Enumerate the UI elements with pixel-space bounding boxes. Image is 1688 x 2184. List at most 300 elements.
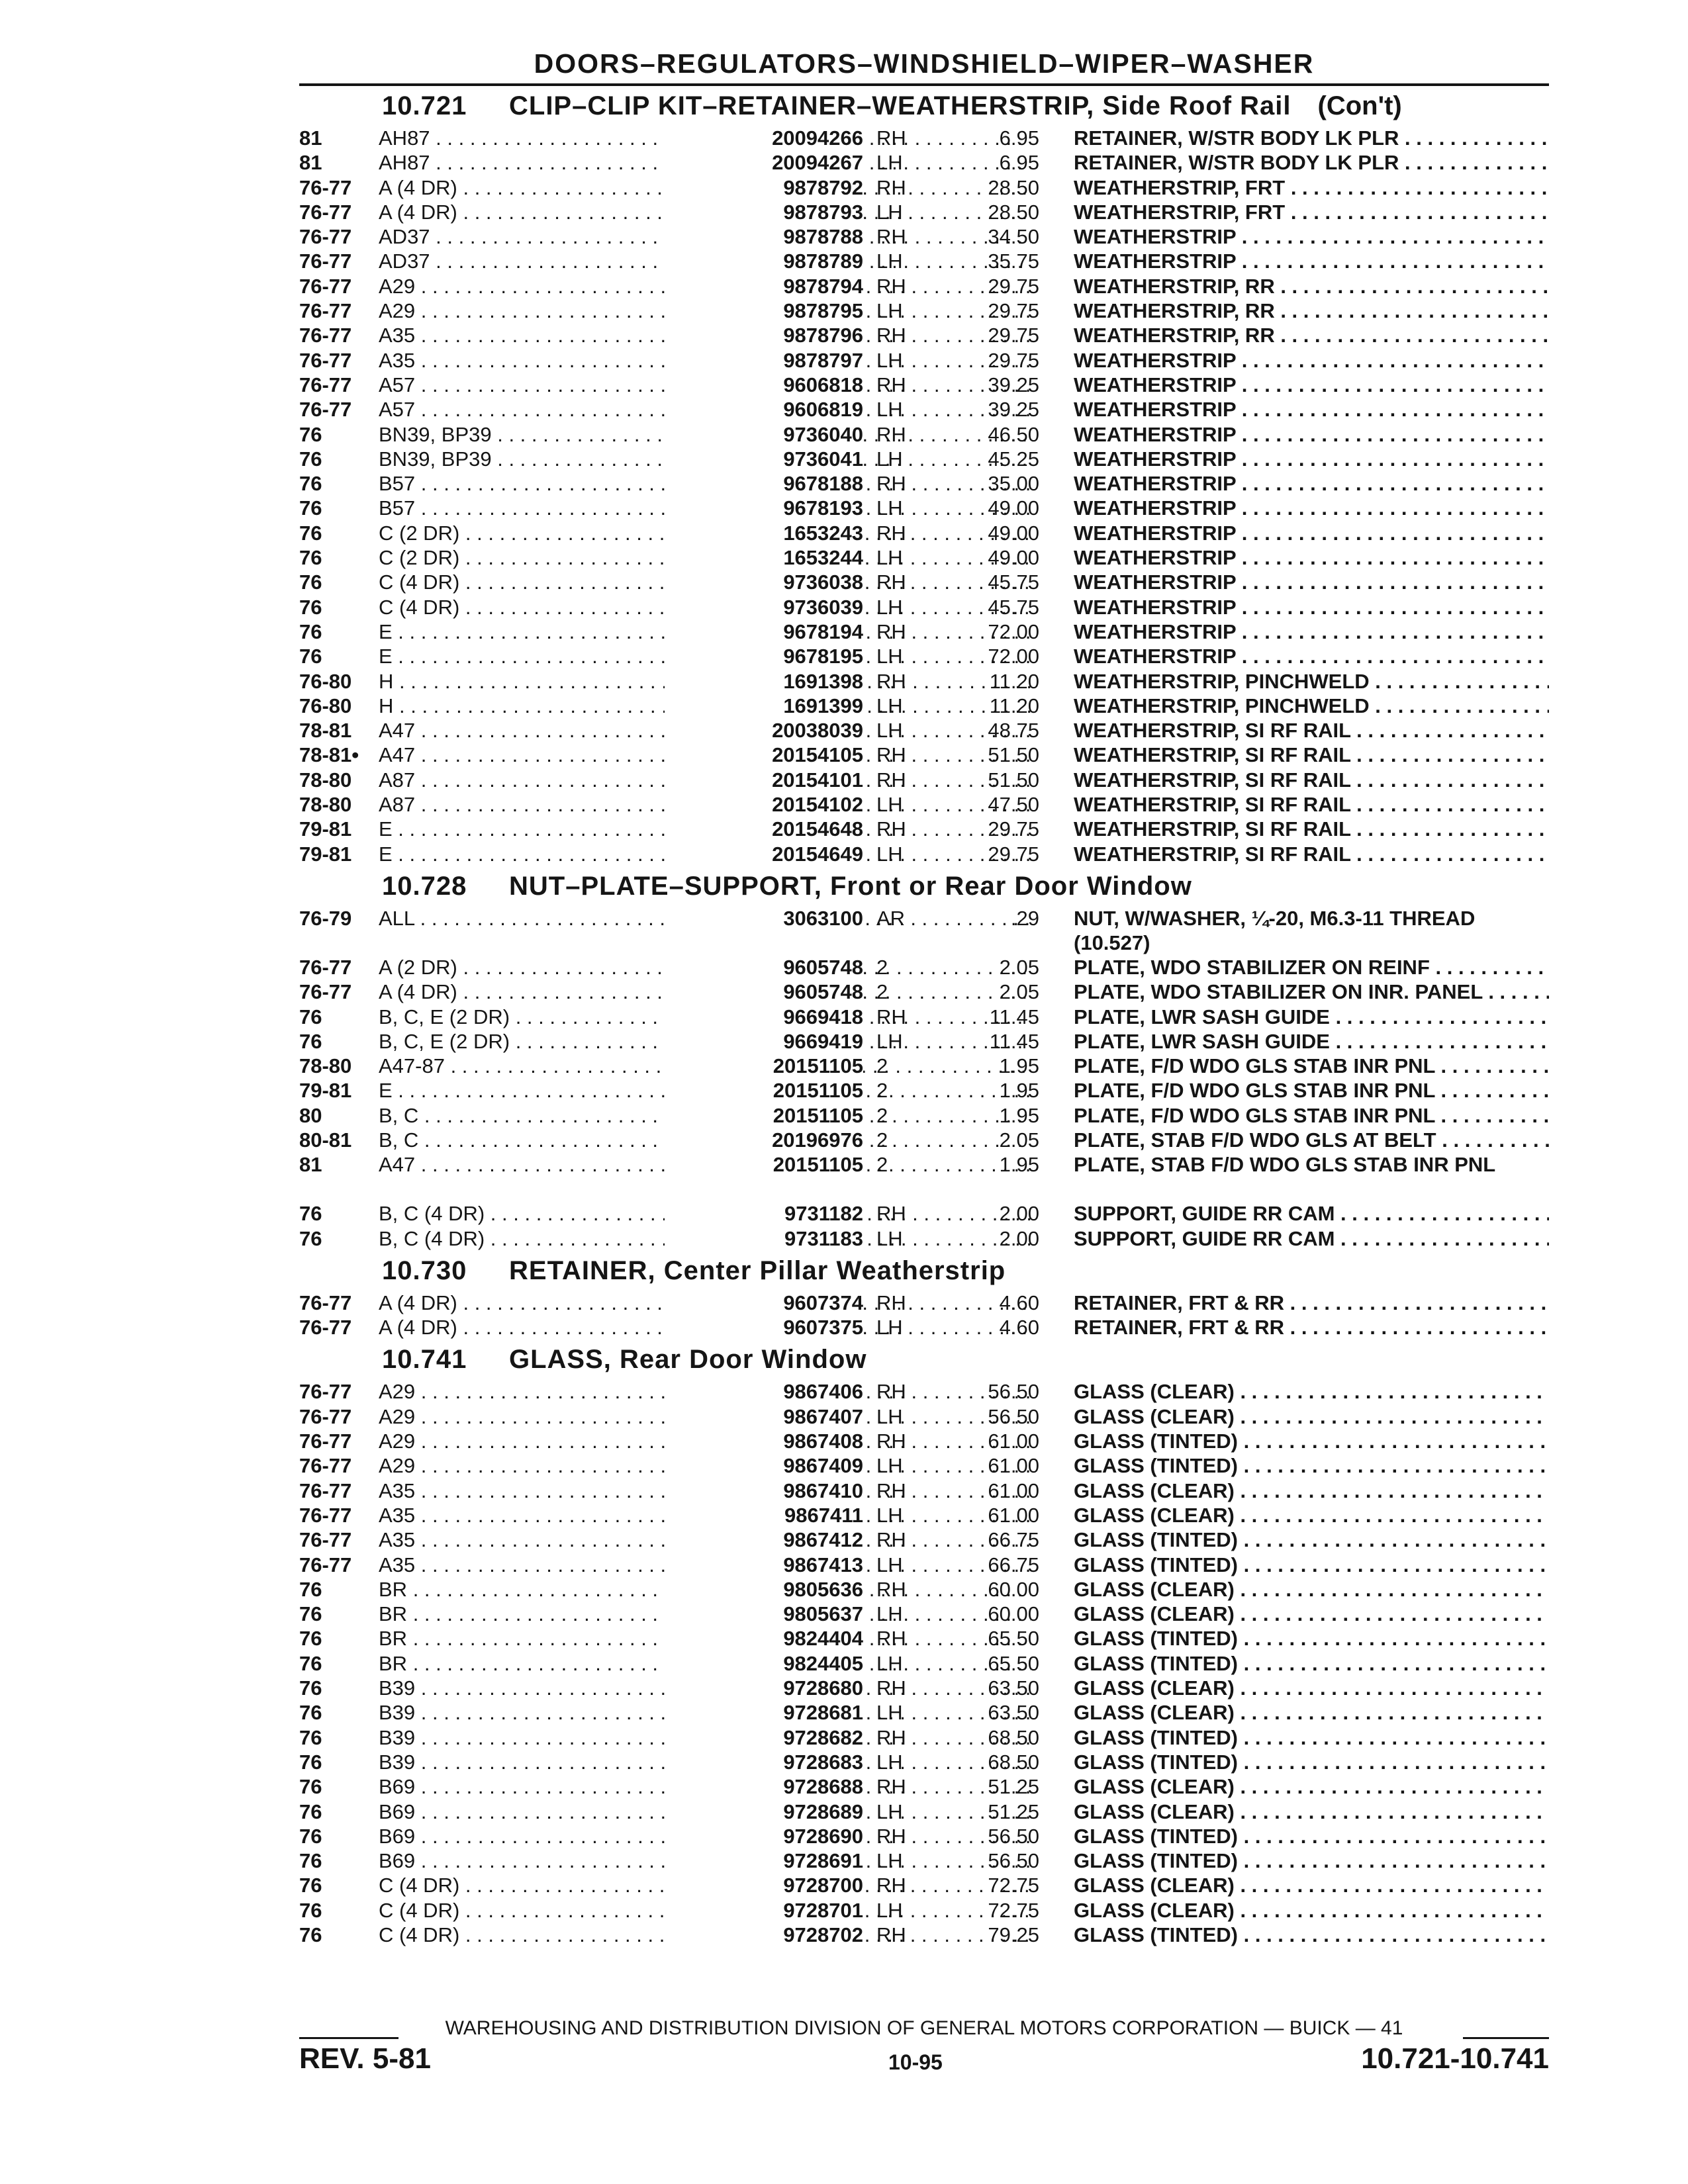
part-description: WEATHERSTRIP . . . bbox=[1074, 447, 1549, 471]
model-year: 76-77 bbox=[299, 1479, 352, 1502]
part-row bbox=[299, 1700, 1549, 1725]
part-number: 9731183 bbox=[665, 1226, 863, 1251]
side-qty: LH bbox=[876, 1750, 903, 1774]
part-description: WEATHERSTRIP, RR . . . bbox=[1074, 298, 1549, 323]
price: 11.45 bbox=[989, 1005, 1039, 1028]
page-number: 10-95 bbox=[888, 2050, 943, 2074]
part-description: NUT, W/WASHER, ¼-20, M6.3-11 THREAD (10.527) bbox=[1074, 906, 1476, 954]
part-row bbox=[299, 1848, 1549, 1873]
side-qty: 2 bbox=[876, 1054, 888, 1078]
side-qty: RH bbox=[876, 619, 906, 643]
part-number: 9605748 bbox=[665, 979, 863, 1004]
part-number: 9736038 bbox=[665, 570, 863, 594]
side-qty: LH bbox=[876, 1898, 903, 1922]
side-qty: LH bbox=[876, 1404, 903, 1428]
part-description: GLASS (TINTED) . . . bbox=[1074, 1527, 1549, 1552]
model-year: 76-77 bbox=[299, 1503, 352, 1527]
model-code: A87 . . . bbox=[379, 768, 1031, 792]
side-qty: 2 bbox=[876, 1128, 888, 1152]
model-year: 81 bbox=[299, 1153, 322, 1177]
model-code: B39 . . . bbox=[379, 1725, 1031, 1750]
price: 49.00 bbox=[988, 496, 1039, 520]
part-row bbox=[299, 348, 1549, 373]
part-row bbox=[299, 1626, 1549, 1651]
side-qty: LH bbox=[876, 151, 903, 175]
model-code: A35 . . . bbox=[379, 348, 1031, 373]
part-description: WEATHERSTRIP . . . bbox=[1074, 348, 1549, 373]
part-number: 9728690 bbox=[665, 1824, 863, 1848]
model-code: B69 . . . bbox=[379, 1774, 1031, 1799]
model-code: B, C (4 DR) . . . bbox=[379, 1226, 1031, 1251]
part-description: PLATE, WDO STABILIZER ON INR. PANEL . . . bbox=[1074, 979, 1549, 1004]
part-number: 9824404 bbox=[665, 1626, 863, 1651]
part-description: SUPPORT, GUIDE RR CAM . . . bbox=[1074, 1201, 1549, 1226]
part-row bbox=[299, 1553, 1549, 1577]
price: 51.50 bbox=[988, 768, 1039, 792]
part-number: 20196976 bbox=[665, 1128, 863, 1152]
part-row bbox=[299, 1577, 1549, 1602]
part-row bbox=[299, 1078, 1549, 1103]
part-number: 9606819 bbox=[665, 397, 863, 422]
model-year: 76-77 bbox=[299, 1380, 352, 1404]
parts-section bbox=[299, 1251, 1549, 1340]
part-row bbox=[299, 1404, 1549, 1429]
model-year: 76 bbox=[299, 1202, 322, 1226]
part-row bbox=[299, 955, 1549, 979]
model-code: BR . . . bbox=[379, 1651, 1031, 1676]
side-qty: LH bbox=[876, 348, 903, 372]
part-description: GLASS (TINTED) . . . bbox=[1074, 1453, 1549, 1478]
part-description: WEATHERSTRIP, SI RF RAIL . . . bbox=[1074, 743, 1549, 767]
part-row bbox=[299, 669, 1549, 694]
side-qty: LH bbox=[876, 546, 903, 570]
part-description: GLASS (TINTED) . . . bbox=[1074, 1725, 1549, 1750]
part-row bbox=[299, 842, 1549, 866]
part-description: WEATHERSTRIP, RR . . . bbox=[1074, 323, 1549, 347]
part-number: 3063100 bbox=[665, 906, 863, 931]
price: 61.00 bbox=[988, 1454, 1039, 1478]
part-number: 9867413 bbox=[665, 1553, 863, 1577]
side-qty: RH bbox=[876, 1005, 906, 1028]
model-code: C (4 DR) . . . bbox=[379, 570, 1031, 594]
model-code: A29 . . . bbox=[379, 1379, 1031, 1404]
price: 68.50 bbox=[988, 1750, 1039, 1774]
part-number: 9728691 bbox=[665, 1848, 863, 1873]
model-code: B57 . . . bbox=[379, 496, 1031, 520]
part-number: 9824405 bbox=[665, 1651, 863, 1676]
part-number: 9867407 bbox=[665, 1404, 863, 1429]
model-code: E . . . bbox=[379, 619, 1031, 644]
model-code: AH87 . . . bbox=[379, 150, 1031, 175]
part-number: 9728682 bbox=[665, 1725, 863, 1750]
model-code: BN39, BP39 . . . bbox=[379, 447, 1031, 471]
part-number: 9878794 bbox=[665, 274, 863, 298]
model-code: A47 . . . bbox=[379, 1152, 1031, 1177]
side-qty: RH bbox=[876, 743, 906, 767]
price: 72.00 bbox=[988, 619, 1039, 643]
part-number: 20094267 bbox=[665, 150, 863, 175]
part-row bbox=[299, 373, 1549, 397]
part-row bbox=[299, 422, 1549, 447]
model-code: A (4 DR) . . . bbox=[379, 175, 1031, 200]
section-name: GLASS, Rear Door Window bbox=[509, 1345, 867, 1375]
price: 60.00 bbox=[988, 1602, 1039, 1626]
side-qty: RH bbox=[876, 521, 906, 545]
price: 65.50 bbox=[988, 1627, 1039, 1651]
price: 2.05 bbox=[999, 955, 1039, 979]
part-row bbox=[299, 595, 1549, 619]
section-number: 10.741 bbox=[382, 1345, 467, 1375]
model-year: 76 bbox=[299, 1005, 322, 1028]
part-row bbox=[299, 1005, 1549, 1029]
model-code: B, C . . . bbox=[379, 1103, 1031, 1128]
part-row bbox=[299, 447, 1549, 471]
part-row bbox=[299, 274, 1549, 298]
section-title bbox=[299, 866, 1549, 906]
price: 72.75 bbox=[988, 1898, 1039, 1922]
part-row bbox=[299, 1453, 1549, 1478]
price: 56.50 bbox=[988, 1380, 1039, 1404]
part-description: RETAINER, FRT & RR . . . bbox=[1074, 1315, 1549, 1340]
model-year: 76-77 bbox=[299, 324, 352, 347]
model-year: 76 bbox=[299, 619, 322, 643]
part-description: WEATHERSTRIP . . . bbox=[1074, 471, 1549, 496]
part-number: 1691399 bbox=[665, 694, 863, 718]
model-code: C (4 DR) . . . bbox=[379, 1923, 1031, 1947]
model-code: A87 . . . bbox=[379, 792, 1031, 817]
price: 45.75 bbox=[988, 570, 1039, 594]
model-code: A57 . . . bbox=[379, 373, 1031, 397]
part-row bbox=[299, 200, 1549, 224]
side-qty: LH bbox=[876, 1503, 903, 1527]
model-code: A29 . . . bbox=[379, 1404, 1031, 1429]
part-description: PLATE, F/D WDO GLS STAB INR PNL . . . bbox=[1074, 1078, 1549, 1103]
side-qty: LH bbox=[876, 595, 903, 619]
part-number: 9867412 bbox=[665, 1527, 863, 1552]
price: .29 bbox=[1010, 906, 1039, 930]
side-qty: LH bbox=[876, 299, 903, 323]
model-year: 76 bbox=[299, 1676, 322, 1700]
part-number: 20151105 bbox=[665, 1152, 863, 1177]
part-row bbox=[299, 1923, 1549, 1947]
price: 72.00 bbox=[988, 645, 1039, 668]
price: 1.95 bbox=[999, 1153, 1039, 1177]
price: 47.50 bbox=[988, 793, 1039, 817]
side-qty: RH bbox=[876, 274, 906, 298]
model-code: B69 . . . bbox=[379, 1824, 1031, 1848]
model-code: ALL . . . bbox=[379, 906, 1031, 931]
part-number: 9878796 bbox=[665, 323, 863, 347]
model-year: 76-77 bbox=[299, 980, 352, 1004]
part-number: 9878795 bbox=[665, 298, 863, 323]
part-description: GLASS (CLEAR) . . . bbox=[1074, 1404, 1549, 1429]
side-qty: RH bbox=[876, 570, 906, 594]
model-code: A35 . . . bbox=[379, 1479, 1031, 1503]
price: 56.50 bbox=[988, 1849, 1039, 1873]
model-year: 76-77 bbox=[299, 1291, 352, 1314]
model-year: 76 bbox=[299, 447, 322, 471]
model-code: B39 . . . bbox=[379, 1676, 1031, 1700]
part-description: GLASS (CLEAR) . . . bbox=[1074, 1676, 1549, 1700]
page-title: DOORS–REGULATORS–WINDSHIELD–WIPER–WASHER bbox=[534, 48, 1315, 79]
part-description: PLATE, LWR SASH GUIDE . . . bbox=[1074, 1005, 1549, 1029]
side-qty: LH bbox=[876, 1316, 903, 1340]
model-year: 76-79 bbox=[299, 906, 352, 930]
price: 29.75 bbox=[988, 324, 1039, 347]
price: 63.50 bbox=[988, 1676, 1039, 1700]
part-row bbox=[299, 1750, 1549, 1774]
model-code: A47 . . . bbox=[379, 743, 1031, 767]
part-description: RETAINER, W/STR BODY LK PLR . . . bbox=[1074, 150, 1549, 175]
side-qty: RH bbox=[876, 225, 906, 249]
model-year: 79-81 bbox=[299, 1079, 352, 1103]
model-year: 76 bbox=[299, 1898, 322, 1922]
page-footer bbox=[299, 2017, 1549, 2097]
part-number: 20151105 bbox=[665, 1103, 863, 1128]
side-qty: LH bbox=[876, 200, 903, 224]
part-row bbox=[299, 1725, 1549, 1750]
part-row bbox=[299, 817, 1549, 841]
section-number: 10.721 bbox=[382, 91, 467, 120]
price: 68.50 bbox=[988, 1725, 1039, 1749]
model-code: BN39, BP39 . . . bbox=[379, 422, 1031, 447]
side-qty: RH bbox=[876, 1874, 906, 1897]
model-code: A29 . . . bbox=[379, 298, 1031, 323]
part-number: 9736041 bbox=[665, 447, 863, 471]
part-row bbox=[299, 1128, 1549, 1152]
part-number: 9805636 bbox=[665, 1577, 863, 1602]
model-year: 76 bbox=[299, 1750, 322, 1774]
part-number: 9728702 bbox=[665, 1923, 863, 1947]
price: 61.00 bbox=[988, 1503, 1039, 1527]
part-number: 9878792 bbox=[665, 175, 863, 200]
price: 66.75 bbox=[988, 1528, 1039, 1552]
model-code: A (4 DR) . . . bbox=[379, 1315, 1031, 1340]
price: 1.95 bbox=[999, 1103, 1039, 1127]
part-number: 20094266 bbox=[665, 126, 863, 150]
side-qty: RH bbox=[876, 817, 906, 841]
model-code: AH87 . . . bbox=[379, 126, 1031, 150]
part-description: WEATHERSTRIP . . . bbox=[1074, 570, 1549, 594]
footer-division: WAREHOUSING AND DISTRIBUTION DIVISION OF GENERAL MOTORS CORPORATION — BUICK — 41 bbox=[439, 2017, 1410, 2040]
part-number: 20154649 bbox=[665, 842, 863, 866]
part-number: 9607374 bbox=[665, 1291, 863, 1315]
part-number: 9678193 bbox=[665, 496, 863, 520]
model-year: 76-77 bbox=[299, 1553, 352, 1576]
part-description: RETAINER, FRT & RR . . . bbox=[1074, 1291, 1549, 1315]
part-row bbox=[299, 1799, 1549, 1824]
part-description: GLASS (TINTED) . . . bbox=[1074, 1848, 1549, 1873]
model-year: 81 bbox=[299, 151, 322, 175]
model-code: C (4 DR) . . . bbox=[379, 1898, 1031, 1923]
model-code: AD37 . . . bbox=[379, 224, 1031, 249]
part-description: WEATHERSTRIP . . . bbox=[1074, 644, 1549, 668]
part-row bbox=[299, 1152, 1549, 1201]
part-number: 9728688 bbox=[665, 1774, 863, 1799]
side-qty: LH bbox=[876, 1849, 903, 1873]
part-description: WEATHERSTRIP, SI RF RAIL . . . bbox=[1074, 792, 1549, 817]
part-number: 9605748 bbox=[665, 955, 863, 979]
section-range: 10.721-10.741 bbox=[1361, 2042, 1549, 2075]
part-description: WEATHERSTRIP . . . bbox=[1074, 249, 1549, 273]
side-qty: LH bbox=[876, 842, 903, 866]
model-code: BR . . . bbox=[379, 1626, 1031, 1651]
price: 79.25 bbox=[988, 1923, 1039, 1946]
model-year: 81 bbox=[299, 126, 322, 150]
side-qty: RH bbox=[876, 126, 906, 150]
parts-section bbox=[299, 1340, 1549, 1947]
part-number: 9728680 bbox=[665, 1676, 863, 1700]
part-description: WEATHERSTRIP . . . bbox=[1074, 595, 1549, 619]
part-description: WEATHERSTRIP, RR . . . bbox=[1074, 274, 1549, 298]
part-description: GLASS (TINTED) . . . bbox=[1074, 1923, 1549, 1947]
side-qty: RH bbox=[876, 1291, 906, 1314]
model-year: 76 bbox=[299, 472, 322, 496]
price: 6.95 bbox=[999, 151, 1039, 175]
model-code: A35 . . . bbox=[379, 1527, 1031, 1552]
model-year: 76-77 bbox=[299, 398, 352, 422]
section-name: NUT–PLATE–SUPPORT, Front or Rear Door Window bbox=[509, 871, 1192, 901]
part-row bbox=[299, 471, 1549, 496]
part-number: 9678188 bbox=[665, 471, 863, 496]
side-qty: RH bbox=[876, 1923, 906, 1946]
part-description: GLASS (TINTED) . . . bbox=[1074, 1651, 1549, 1676]
footer-rule-right bbox=[1463, 2037, 1549, 2039]
model-code: A (2 DR) . . . bbox=[379, 955, 1031, 979]
model-year: 80-81 bbox=[299, 1128, 352, 1152]
part-row bbox=[299, 718, 1549, 743]
part-row bbox=[299, 1201, 1549, 1226]
price: 2.05 bbox=[999, 1128, 1039, 1152]
model-year: 76-80 bbox=[299, 669, 352, 693]
part-number: 9867408 bbox=[665, 1429, 863, 1453]
model-year: 76 bbox=[299, 645, 322, 668]
price: 29.75 bbox=[988, 817, 1039, 841]
side-qty: RH bbox=[876, 175, 906, 199]
price: 11.20 bbox=[989, 694, 1039, 717]
model-year: 76-77 bbox=[299, 955, 352, 979]
part-description: PLATE, WDO STABILIZER ON REINF . . . bbox=[1074, 955, 1549, 979]
model-year: 76 bbox=[299, 496, 322, 520]
side-qty: 2 bbox=[876, 1103, 888, 1127]
part-row bbox=[299, 224, 1549, 249]
part-number: 9606818 bbox=[665, 373, 863, 397]
part-number: 9867411 bbox=[665, 1503, 863, 1527]
part-row bbox=[299, 1651, 1549, 1676]
side-qty: LH bbox=[876, 447, 903, 471]
side-qty: RH bbox=[876, 422, 906, 446]
side-qty: RH bbox=[876, 1479, 906, 1502]
part-row bbox=[299, 570, 1549, 594]
part-description: WEATHERSTRIP . . . bbox=[1074, 422, 1549, 447]
price: 28.50 bbox=[988, 175, 1039, 199]
model-year: 76-77 bbox=[299, 373, 352, 396]
model-code: BR . . . bbox=[379, 1602, 1031, 1626]
model-code: B39 . . . bbox=[379, 1750, 1031, 1774]
part-row bbox=[299, 1029, 1549, 1054]
model-code: A35 . . . bbox=[379, 323, 1031, 347]
part-description: GLASS (CLEAR) . . . bbox=[1074, 1577, 1549, 1602]
part-row bbox=[299, 979, 1549, 1004]
price: 60.00 bbox=[988, 1577, 1039, 1601]
price: 65.50 bbox=[988, 1651, 1039, 1675]
part-number: 20154101 bbox=[665, 768, 863, 792]
model-year: 76 bbox=[299, 1701, 322, 1725]
part-number: 9867410 bbox=[665, 1479, 863, 1503]
price: 56.50 bbox=[988, 1824, 1039, 1848]
part-number: 9805637 bbox=[665, 1602, 863, 1626]
part-number: 9731182 bbox=[665, 1201, 863, 1226]
model-code: A35 . . . bbox=[379, 1503, 1031, 1527]
model-code: A (4 DR) . . . bbox=[379, 1291, 1031, 1315]
part-number: 9607375 bbox=[665, 1315, 863, 1340]
side-qty: LH bbox=[876, 1701, 903, 1725]
model-year: 76-77 bbox=[299, 1404, 352, 1428]
model-year: 76 bbox=[299, 1029, 322, 1053]
part-row bbox=[299, 298, 1549, 323]
side-qty: LH bbox=[876, 1454, 903, 1478]
part-row bbox=[299, 249, 1549, 273]
model-year: 76-77 bbox=[299, 1528, 352, 1552]
price: 56.50 bbox=[988, 1404, 1039, 1428]
model-code: A57 . . . bbox=[379, 397, 1031, 422]
model-code: C (2 DR) . . . bbox=[379, 545, 1031, 570]
model-year: 76 bbox=[299, 1923, 322, 1946]
price: 29.75 bbox=[988, 299, 1039, 323]
part-description: GLASS (CLEAR) . . . bbox=[1074, 1503, 1549, 1527]
part-row bbox=[299, 521, 1549, 545]
part-row bbox=[299, 175, 1549, 200]
model-code: B69 . . . bbox=[379, 1848, 1031, 1873]
price: 61.00 bbox=[988, 1430, 1039, 1453]
price: 4.60 bbox=[999, 1291, 1039, 1314]
model-year: 76 bbox=[299, 1874, 322, 1897]
price: 72.75 bbox=[988, 1874, 1039, 1897]
part-row bbox=[299, 1379, 1549, 1404]
part-description: PLATE, F/D WDO GLS STAB INR PNL . . . bbox=[1074, 1103, 1549, 1128]
price: 4.60 bbox=[999, 1316, 1039, 1340]
part-number: 9728700 bbox=[665, 1873, 863, 1897]
model-code: B, C (4 DR) . . . bbox=[379, 1201, 1031, 1226]
part-description: WEATHERSTRIP . . . bbox=[1074, 545, 1549, 570]
model-code: B, C, E (2 DR) . . . bbox=[379, 1029, 1031, 1054]
section-title bbox=[299, 1340, 1549, 1379]
model-year: 76 bbox=[299, 1775, 322, 1799]
footer-rule-left bbox=[299, 2037, 399, 2039]
side-qty: LH bbox=[876, 496, 903, 520]
side-qty: LH bbox=[876, 1602, 903, 1626]
price: 1.95 bbox=[999, 1079, 1039, 1103]
price: 45.25 bbox=[988, 447, 1039, 471]
part-number: 20151105 bbox=[665, 1054, 863, 1078]
price: 2.00 bbox=[999, 1202, 1039, 1226]
model-code: C (4 DR) . . . bbox=[379, 1873, 1031, 1897]
price: 63.50 bbox=[988, 1701, 1039, 1725]
price: 29.75 bbox=[988, 842, 1039, 866]
section-note: (Con't) bbox=[1317, 91, 1402, 120]
side-qty: LH bbox=[876, 645, 903, 668]
model-code: C (4 DR) . . . bbox=[379, 595, 1031, 619]
model-code: B, C, E (2 DR) . . . bbox=[379, 1005, 1031, 1029]
model-code: A29 . . . bbox=[379, 1429, 1031, 1453]
part-number: 9678195 bbox=[665, 644, 863, 668]
side-qty: RH bbox=[876, 1528, 906, 1552]
part-row bbox=[299, 545, 1549, 570]
side-qty: RH bbox=[876, 1577, 906, 1601]
part-description: WEATHERSTRIP . . . bbox=[1074, 373, 1549, 397]
price: 45.75 bbox=[988, 595, 1039, 619]
price: 1.95 bbox=[999, 1054, 1039, 1078]
